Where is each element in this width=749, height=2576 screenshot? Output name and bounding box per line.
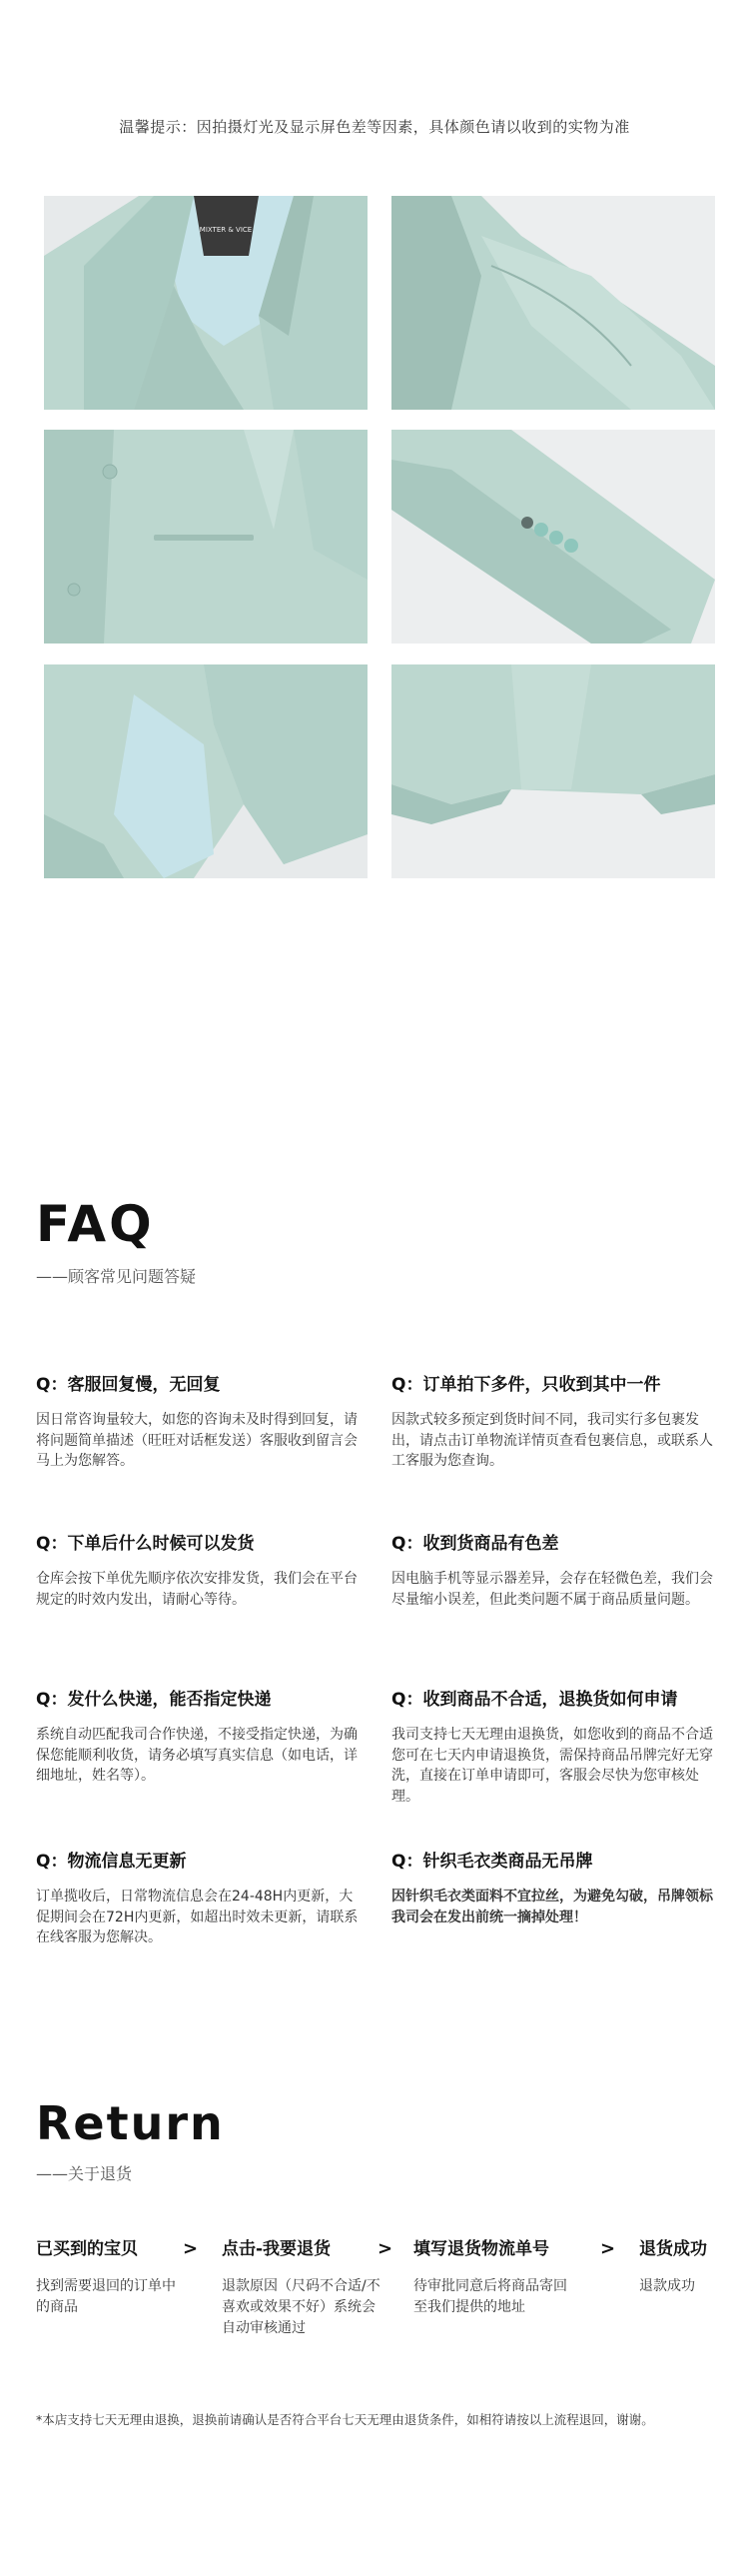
faq-question: Q：收到货商品有色差 bbox=[391, 1534, 559, 1554]
faq-question: Q：针织毛衣类商品无吊牌 bbox=[391, 1852, 593, 1872]
faq-answer: 系统自动匹配我司合作快递，不接受指定快递，为确保您能顺利收货，请务必填写真实信息（如电话，详细地址，姓名等）。 bbox=[36, 1727, 358, 1784]
faq-question: Q：客服回复慢，无回复 bbox=[36, 1375, 221, 1395]
return-step-desc: 待审批同意后将商品寄回至我们提供的地址 bbox=[413, 2278, 567, 2315]
faq-question: Q：收到商品不合适，退换货如何申请 bbox=[391, 1690, 678, 1710]
faq-question: Q：下单后什么时候可以发货 bbox=[36, 1534, 255, 1554]
photo-hem-lining bbox=[44, 664, 368, 878]
photo-back-hem bbox=[391, 664, 715, 878]
faq-answer: 因针织毛衣类面料不宜拉丝，为避免勾破，吊牌领标我司会在发出前统一摘掉处理！ bbox=[391, 1889, 713, 1926]
faq-answer: 因电脑手机等显示器差异，会存在轻微色差，我们会尽量缩小误差，但此类问题不属于商品质量问题。 bbox=[391, 1571, 713, 1608]
return-step bbox=[36, 2238, 176, 2318]
faq-item bbox=[36, 1689, 366, 1787]
faq-item bbox=[391, 1689, 721, 1807]
return-footnote: *本店支持七天无理由退换，退换前请确认是否符合平台七天无理由退货条件，如相符请按以上流程退回，谢谢。 bbox=[36, 2412, 654, 2427]
faq-subtitle: ——顾客常见问题答疑 bbox=[36, 1267, 197, 1286]
return-step-title: 已买到的宝贝 bbox=[36, 2239, 138, 2259]
faq-question: Q：发什么快递，能否指定快递 bbox=[36, 1690, 272, 1710]
faq-item bbox=[36, 1374, 366, 1472]
step-arrow: > bbox=[183, 2238, 199, 2259]
faq-item bbox=[391, 1374, 721, 1472]
step-arrow: > bbox=[377, 2238, 393, 2259]
faq-question: Q：物流信息无更新 bbox=[36, 1852, 187, 1872]
return-step-title: 点击-我要退货 bbox=[222, 2239, 332, 2259]
faq-answer: 订单揽收后，日常物流信息会在24-48H内更新，大促期间会在72H内更新，如超出时效未更新，请联系在线客服为您解决。 bbox=[36, 1889, 359, 1945]
faq-item bbox=[391, 1533, 721, 1610]
return-subtitle: ——关于退货 bbox=[36, 2164, 133, 2183]
color-notice: 温馨提示：因拍摄灯光及显示屏色差等因素，具体颜色请以收到的实物为准 bbox=[119, 118, 630, 136]
faq-item bbox=[36, 1533, 366, 1610]
faq-title: FAQ bbox=[36, 1195, 155, 1253]
return-step bbox=[222, 2238, 383, 2339]
return-step-desc: 退款原因（尺码不合适/不喜欢或效果不好）系统会自动审核通过 bbox=[222, 2278, 380, 2336]
faq-question: Q：订单拍下多件，只收到其中一件 bbox=[391, 1375, 661, 1395]
faq-item bbox=[391, 1851, 721, 1928]
return-step-title: 填写退货物流单号 bbox=[413, 2239, 549, 2259]
photo-shoulder bbox=[391, 196, 715, 410]
photo-lapel-collar bbox=[44, 196, 368, 410]
return-step-title: 退货成功 bbox=[639, 2239, 707, 2259]
step-arrow: > bbox=[600, 2238, 616, 2259]
faq-item bbox=[36, 1851, 366, 1948]
faq-answer: 我司支持七天无理由退换货，如您收到的商品不合适您可在七天内申请退换货，需保持商品吊牌完好无穿洗，直接在订单申请即可，客服会尽快为您审核处理。 bbox=[391, 1727, 713, 1805]
return-step bbox=[639, 2238, 729, 2297]
return-step-desc: 找到需要退回的订单中的商品 bbox=[36, 2278, 176, 2315]
photo-front-pocket bbox=[44, 430, 368, 644]
garment-label-text: MIXTER & VICE bbox=[199, 226, 253, 234]
faq-answer: 仓库会按下单优先顺序依次安排发货，我们会在平台规定的时效内发出，请耐心等待。 bbox=[36, 1571, 358, 1608]
photo-sleeve-cuff bbox=[391, 430, 715, 644]
faq-answer: 因款式较多预定到货时间不同，我司实行多包裹发出，请点击订单物流详情页查看包裹信息，或联系人工客服为您查询。 bbox=[391, 1412, 713, 1469]
return-title: Return bbox=[36, 2096, 225, 2150]
faq-answer: 因日常咨询量较大，如您的咨询未及时得到回复，请将问题简单描述（旺旺对话框发送）客服收到留言会马上为您解答。 bbox=[36, 1412, 358, 1469]
return-step bbox=[413, 2238, 573, 2318]
return-step-desc: 退款成功 bbox=[639, 2278, 695, 2294]
